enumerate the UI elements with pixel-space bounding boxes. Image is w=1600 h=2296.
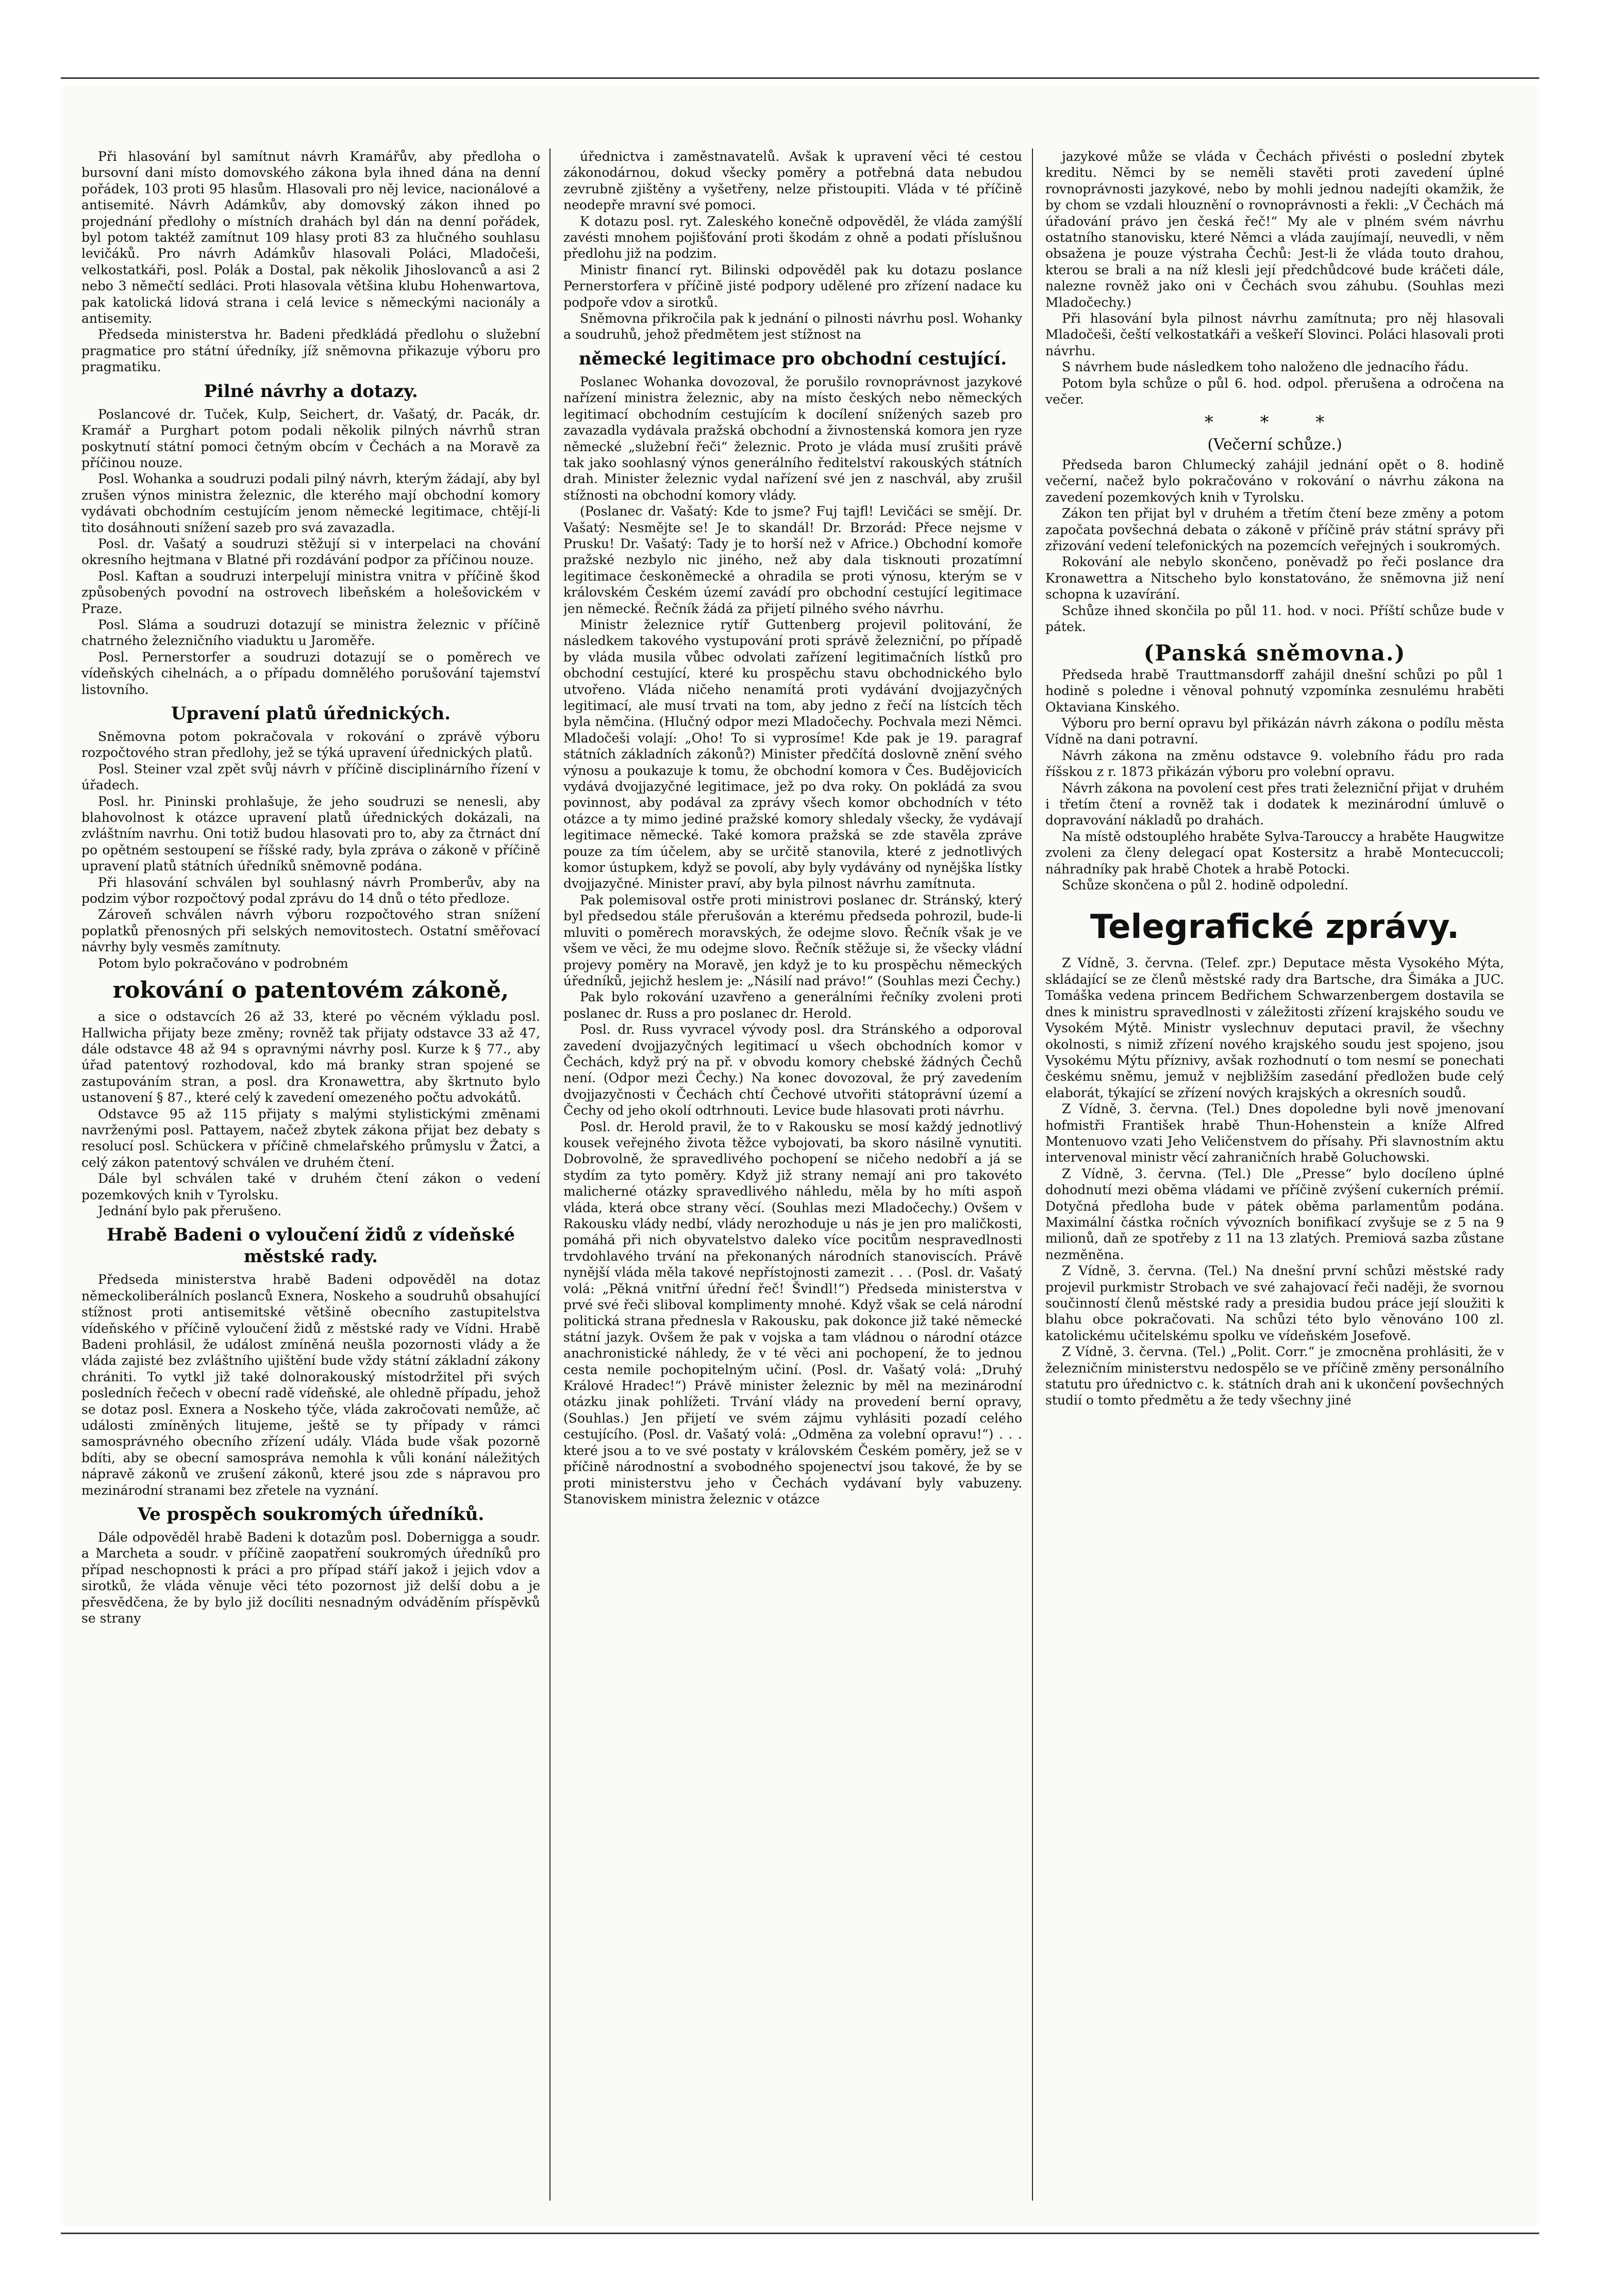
article-paragraph: Dále byl schválen také v druhém čtení zákon o vedení pozemkových knih v Tyrolsku.	[81, 1171, 540, 1202]
article-paragraph: Při hlasování byl samítnut návrh Kramářův, aby předloha o bursovní dani místo domovského zákona byla ihned dána na denní pořádek, 103 proti 95 hlasům. Hlasovali pro něj levice, nacionálové a antisemité. Návrh Adámkův, aby domovský zákon ihned po projednání předlohy o místních drahách byl dán na denní pořádek, byl potom taktéž zamítnut 109 hlasy proti 83 za hlučného souhlasu levičáků. Pro návrh Adámkův hlasovali Poláci, Mladočeši, velkostatkáři, posl. Polák a Dostal, pak několik Jihoslovanců a asi 2 nebo 3 němečtí sedláci. Proti hlasovala většina klubu Hohenwartova, pak katolická lidová strana i celá levice s německými nacionály a antisemity.	[81, 149, 540, 326]
column-2	[563, 148, 1022, 2211]
article-paragraph: Výboru pro berní opravu byl přikázán návrh zákona o podílu města Vídně na dani potravní.	[1045, 716, 1504, 747]
article-paragraph: Poslanec Wohanka dovozoval, že porušilo rovnoprávnost jazykové nařízení ministra železnic, aby na místo českých nebo německých legitimací obchodním cestujícím k docílení snížených sazeb pro zavazadla vydávala pražská obchodní a živnostenská komora jen ryze německé „služební řeči“ železnic. Proto je vláda musí zrušiti právě tak jako soohlasný výnos generálního ředitelství rakouských státních drah. Minister železnic vydal nařízení své jen z naschvál, aby zrušil stížnosti na obchodní komory vlády.	[563, 374, 1022, 503]
section-heading: Upravení platů úřednických.	[171, 703, 451, 724]
article-paragraph: K dotazu posl. ryt. Zaleského konečně odpověděl, že vláda zamýšlí zavésti mnohem pojišťování proti škodám z ohně a podati příslušnou předlohu již na podzim.	[563, 213, 1022, 261]
section-separator: * * *	[1204, 411, 1345, 433]
article-paragraph: Posl. Sláma a soudruzi dotazují se ministra železnic v příčině chatrného železničního viaduktu u Jaroměře.	[81, 617, 540, 649]
column-1	[81, 148, 540, 2211]
article-paragraph: Předseda ministerstva hr. Badeni předkládá předlohu o služební pragmatice pro státní úředníky, jíž sněmovna přikazuje výboru pro pragmatiku.	[81, 327, 540, 375]
article-paragraph: Posl. hr. Pininski prohlašuje, že jeho soudruzi se nenesli, aby blahovolnost k otázce upravení platů úřednických dokázali, na zvláštním navrhu. Oni totiž budou hlasovati pro to, aby za čtrnáct dní po opětném sestoupení se říšské rady, byla zpráva o zákoně v příčině upravení platů státních úředníků sněmovně podána.	[81, 794, 540, 874]
article-paragraph: Schůze skončena o půl 2. hodině odpolední.	[1062, 878, 1348, 893]
article-paragraph: Z Vídně, 3. června. (Tel.) Dnes dopoledne byli nově jmenovaní hofmistři František hrabě Thun-Hohenstein a kníže Alfred Montenuovo vzati Jeho Veličenstvem do přísahy. Při slavnostním aktu intervenoval ministr věcí zahraničních hrabě Goluchowski.	[1045, 1101, 1504, 1165]
article-paragraph: Ministr financí ryt. Bilinski odpověděl pak ku dotazu poslance Pernerstorfera v příčině jisté podpory udělené pro zřízení nadace ku podpoře vdov a sirotků.	[563, 262, 1022, 310]
article-paragraph: Návrh zákona na změnu odstavce 9. volebního řádu pro rada říšskou z r. 1873 přikázán výboru pro volební opravu.	[1045, 748, 1504, 780]
article-paragraph: Schůze ihned skončila po půl 11. hod. v noci. Příští schůze bude v pátek.	[1045, 603, 1504, 634]
article-paragraph: Potom byla schůze o půl 6. hod. odpol. přerušena a odročena na večer.	[1045, 375, 1504, 407]
article-paragraph: Při hlasování schválen byl souhlasný návrh Promberův, aby na podzim výbor rozpočtový podal zprávu do 14 dnů o této předloze.	[81, 874, 540, 906]
section-heading: německé legitimace pro obchodní cestující.	[578, 348, 1007, 369]
article-paragraph: Z Vídně, 3. června. (Tel.) Dle „Presse“ bylo docíleno úplné dohodnutí mezi oběma vládami ve příčině zvýšení cukerních prémií. Dotyčná předloha bude v pátek oběma parlamentům podána. Maximální částka ročních vývozních bonifikací zvyšuje se z 5 na 9 milionů, daň ze spotřeby z 11 na 13 zlatých. Premiová sazba zůstane nezměněna.	[1045, 1166, 1504, 1262]
column-divider	[1032, 148, 1033, 2201]
article-paragraph: Dále odpověděl hrabě Badeni k dotazům posl. Doberniggа a soudr. a Marchetа a soudr. v příčině zaopatření soukromých úředníků pro případ neschopnosti k práci a pro případ stáří jakož i jejich vdov a sirotků, že vláda věnuje věci této pozornost již delší dobu a je přesvědčena, že by bylo již docíliti nesnadným odváděním příspěvků se strany	[81, 1530, 540, 1626]
article-paragraph: úřednictva i zaměstnavatelů. Avšak k upravení věci té cestou zákonodárnou, dokud všecky poměry a potřebná data nebudou zevrubně zjištěny a vyšetřeny, nelze přistoupiti. Vláda v té příčině neodepře mravní své pomoci.	[563, 149, 1022, 213]
article-paragraph: Poslancové dr. Tuček, Kulp, Seichert, dr. Vašatý, dr. Pacák, dr. Kramář a Purghart potom podali několik pilných návrhů stran poskytnutí státní pomoci četným obcím v Čechách a na Moravě za příčinou nouze.	[81, 406, 540, 470]
article-paragraph: Zároveň schválen návrh výboru rozpočtového stran snížení poplatků přenosných při selských nemovitostech. Ostatní směřovací návrhy byly vesměs zamítnuty.	[81, 907, 540, 955]
article-paragraph: Pak bylo rokování uzavřeno a generálními řečníky zvoleni proti poslanec dr. Russ a pro poslanec dr. Herold.	[563, 989, 1022, 1021]
article-paragraph: Při hlasování byla pilnost návrhu zamítnuta; pro něj hlasovali Mladočeši, čeští velkostatkáři a veškeří Slovinci. Poláci hlasovali proti návrhu.	[1045, 311, 1504, 358]
column-divider	[549, 148, 551, 2201]
section-heading: Hrabě Badeni o vyloučení židů z vídeňské městské rady.	[107, 1225, 515, 1267]
telegraphic-news-heading: Telegrafické zprávy.	[1090, 908, 1460, 947]
article-paragraph: Předseda hrabě Trauttmansdorff zahájil dnešní schůzi po půl 1 hodině s poledne i věnoval pohnutý vzpomínka zesnulému hraběti Oktaviana Kinského.	[1045, 667, 1504, 715]
article-paragraph: Sněmovna potom pokračovala v rokování o zprávě výboru rozpočtového stran předlohy, jež se týká upravení úřednických platů.	[81, 729, 540, 761]
article-paragraph: Sněmovna přikročila pak k jednání o pilnosti návrhu posl. Wohanky a soudruhů, jehož předmětem jest stížnost na	[563, 311, 1022, 342]
article-paragraph: Z Vídně, 3. června. (Tel.) Na dnešní první schůzi městské rady projevil purkmistr Strobach ve své zahajovací řeči naději, že svornou součinností členů městské rady a presidia budou práce její sloužiti k blahu obce pokračovati. Na schůzi této bylo věnováno 100 zl. katolickému učitelskému spolku ve vídeňském Josefově.	[1045, 1263, 1504, 1343]
article-paragraph: Posl. dr. Russ vyvracel vývody posl. dra Stránského a odporoval zavedení dvojjazyčných legitimací u všech obchodních komor v Čechách, když prý na př. v obvodu komory chebské žádných Čechů není. (Odpor mezi Čechy.) Na konec dovozoval, že prý zavedením dvojjazyčnosti v Čechách chtí Čechové utvořiti státoprávní území a Čechy od jeho okolí odtrhnouti. Levice bude hlasovati proti návrhu.	[563, 1022, 1022, 1118]
article-paragraph: Posl. dr. Vašatý a soudruzi stěžují si v interpelaci na chování okresního hejtmana v Blatné při rozdávání podpor za příčinou nouze.	[81, 536, 540, 568]
article-paragraph: Posl. Pernerstorfer a soudruzi dotazují se o poměrech ve vídeňských cihelnách, a o případu domnělého porušování tajemství listovního.	[81, 649, 540, 697]
article-paragraph: (Poslanec dr. Vašatý: Kde to jsme? Fuj tajfl! Levičáci se smějí. Dr. Vašatý: Nesmějte se! Je to skandál! Dr. Brzorád: Přece nejsme v Prusku! Dr. Vašatý: Tady je to horší než v Africe.) Obchodní komoře pražské nezbylo nic jiného, než aby dala tisknouti prozatímní legitimace českoněmecké a ohradila se proti výnosu, kterým se v královském Českém území zavádí pro obchodní cestující legitimace jen německé. Řečník žádá za přijetí pilného svého návrhu.	[563, 504, 1022, 616]
article-paragraph: Potom bylo pokračováno v podrobném	[98, 955, 348, 971]
article-paragraph: a sice o odstavcích 26 až 33, které po věcném výkladu posl. Hallwicha přijaty beze změny; rovněž tak přijaty odstavce 33 až 47, dále odstavce 48 až 94 s opravnými návrhy posl. Kurze k § 77., aby úřad patentový rozhodoval, kdo má branky stran spojené se zastupováním stran, a posl. dra Kronawettra, aby škrtnuto bylo ustanovení § 87., které celý k zavedení omezeného počtu advokátů.	[81, 1009, 540, 1105]
article-paragraph: Z Vídně, 3. června. (Telef. zpr.) Deputace města Vysokého Mýta, skládající se ze členů městské rady dra Bartsche, dra Šimáka a JUC. Tomáška vedena princem Bedřichem Schwarzenbergem dostavila se dnes k ministru spravedlnosti v záležitosti zřízení krajského soudu ve Vysokém Mýtě. Ministr vyslechnuv deputaci pravil, že všechny okolnosti, s nimiž zřízení nového krajského soudu jest spojeno, jsou Vysokému Mýtu příznivy, avšak rozhodnutí o tom nesmí se ponechati českému sněmu, jemuž v nejbližším zasedání předložen bude celý elaborát, týkající se zřízení nových krajských a okresních soudů.	[1045, 955, 1504, 1100]
article-paragraph: Posl. Wohanka a soudruzi podali pilný návrh, kterým žádají, aby byl zrušen výnos ministra železnic, dle kterého mají obchodní komory vydávati obchodním cestujícím jenom německé legitimace, chtějí-li tito dosáhnouti snížení sazeb pro svá zavazadla.	[81, 471, 540, 535]
article-paragraph: Posl. Kaftan a soudruzi interpelují ministra vnitra v příčině škod způsobených povodní na ostrovech libeňském a holešovickém v Praze.	[81, 568, 540, 616]
page-bottom-border	[61, 2233, 1539, 2234]
article-paragraph: Posl. Steiner vzal zpět svůj návrh v příčině disciplinárního řízení v úřadech.	[81, 761, 540, 793]
article-paragraph: Jednání bylo pak přerušeno.	[98, 1203, 282, 1218]
article-paragraph: Odstavce 95 až 115 přijaty s malými stylistickými změnami navrženými posl. Pattayem, načež zbytek zákona přijat bez debaty s resolucí posl. Schückera v příčině chmelařského průmyslu v Žatci, a celý zákon patentový schválen ve druhém čtení.	[81, 1106, 540, 1170]
article-paragraph: jazykové může se vláda v Čechách přivésti o poslední zbytek kreditu. Němci by se neměli stavěti proti zavedení úplné rovnoprávnosti jazykové, nebo by mohli jednou nadejíti okamžik, že by chom se vzdali hlouznění o rovnoprávnosti a řekli: „V Čechách má úřadování právo jen česká řeč!“ My ale v plném svém návrhu ostatního stanovisku, které Němci a vláda zaujímají, neuvedli, v něm obsažena je pouze výstraha Čechů: Jest-li že vláda touto drahou, kterou se brali a na níž klesli její předchůdcové bude kráčeti dále, nalezne rovněž jako oni v Čechách svou záhubu. (Souhlas mezi Mladočechy.)	[1045, 149, 1504, 310]
article-paragraph: Posl. dr. Herold pravil, že to v Rakousku se mosí každý jednotlivý kousek veřejného života těžce vybojovati, ba skoro násilně vynutiti. Dobrovolně, že spravedlivého pochopení se ničeho nedobří a já se stydím za tyto poměry. Když již strany nemají ani pro takovéto malicherné otázky spravedlivého náhledu, měla by ho míti aspoň vláda, která obce strany věcí. (Souhlas mezi Mladočechy.) Ovšem v Rakousku vlády nedbí, vlády nerozhoduje u nás je jen pro maličkosti, pomáhá při nich obyvatelstvo daleko více pocitům nespravedlnosti trvdohlavého trvání na překonaných národních stanoviscích. Právě nynější vláda měla takové nepřístojnosti zamezit . . . (Posl. dr. Vašatý volá: „Pěkná vnitřní úřední řeč! Švindl!“) Předseda ministerstva v prvé své řeči sliboval komplimenty mnohé. Když však se celá národní politická strana přednesla v Rakousku, pak dokonce již také německé státní jazyk. Ovšem že pak v vojska a tam vládnou o národní otázce anachronistické náhledy, že v té věci ani pochopení, že to jednou cesta nemile pochopitelným učiní. (Posl. dr. Vašatý volá: „Druhý Králové Hradec!“) Právě minister železnic by měl na mezinárodní otázku jinak pohlížeti. Trvání vlády na provedení berní opravy, (Souhlas.) Jen přijetí ve svém zájmu vyhlásiti pozadí celého cestujícího. (Posl. dr. Vašatý volá: „Odměna za volební opravu!“) . . . které jsou a to ve své postaty v královském Českém poměry, jež se v příčině národnostní a svobodného spojenectví jsou takové, že by se proti ministerstvu jeho v Čechách vydávaní byly vabuzeny. Stanoviskem ministra železnic v otázce	[563, 1119, 1022, 1507]
article-paragraph: Zákon ten přijat byl v druhém a třetím čtení beze změny a potom započata povšechná debata o zákoně v příčině práv státní správy při zřizování vedení telefonických na pozemcích veřejných i soukromých.	[1045, 506, 1504, 553]
section-heading: Pilné návrhy a dotazy.	[204, 381, 418, 402]
column-3	[1045, 148, 1504, 2211]
article-paragraph: Pak polemisoval ostře proti ministrovi poslanec dr. Stránský, který byl předsedou stále přerušován a kterému předseda pohrozil, bude-li mluviti o poměrech moravských, že odejme slovo. Řečník však je ve všem ve věci, že mu odejme slovo. Řečník stěžuje si, že všecky vládní projevy poměry na Moravě, jen když je to ku prospěchu německých úředníků, jejichž heslem je: „Násilí nad právo!“ (Souhlas mezi Čechy.)	[563, 892, 1022, 988]
article-paragraph: Ministr železnice rytíř Guttenberg projevil politování, že následkem takového vystupování proti správě železniční, po případě by vláda musila vůbec odvolati zařízení legitimačních lístků pro obchodní cestující, které ku prospěchu stavu obchodnického bylo utvořeno. Vláda ničeho nenamítá proti vydávání dvojjazyčných legitimací, ale musí trvati na tom, aby jedno z řečí na lístcích těch byla němčina. (Hlučný odpor mezi Mladočechy. Pochvala mezi Němci. Mladočeši volají: „Oho! To si vyprosíme! Kde pak je 19. paragraf státních základních zákonů?) Minister předčítá doslovně znění svého výnosu a poukazuje k tomu, že obchodní komora v Čes. Budějovicích vydává dvojjazyčné legitimace, jež po dva roky. On pokládá za svou povinnost, aby podával za zprávy všech komor obchodních v této otázce a ty mimo jediné pražské komory shledaly všecky, že vydávají legitimace německé. Také komora pražská se zde stavěla zpráve pouze za tím účelem, aby se určitě stanovila, které z jednotlivých komor ústupkem, když se povolí, aby byly vydávány od nynějška lístky dvojjazyčné. Minister praví, aby byla pilnost návrhu zamítnuta.	[563, 617, 1022, 891]
newspaper-page	[61, 87, 1539, 2225]
article-paragraph: Návrh zákona na povolení cest přes trati železniční přijat v druhém i třetím čtení a rovněž tak i dodatek k mezinárodní úmluvě o dopravování nákladů po drahách.	[1045, 780, 1504, 828]
page-top-border	[61, 77, 1539, 79]
subsection-title: (Večerní schůze.)	[1207, 435, 1342, 454]
article-paragraph: Rokování ale nebylo skončeno, poněvadž po řeči poslance dra Kronawettra a Nitscheho bylo konstatováno, že sněmovna již není schopna k uzavírání.	[1045, 554, 1504, 602]
section-heading: Ve prospěch soukromých úředníků.	[137, 1504, 485, 1525]
subsection-title: (Panská sněmovna.)	[1143, 640, 1406, 666]
article-paragraph: Předseda baron Chlumecký zahájil jednání opět o 8. hodině večerní, načež bylo pokračováno v rokování o návrhu zákona na zavedení pozemkových knih v Tyrolsku.	[1045, 457, 1504, 505]
article-paragraph: Na místě odstouplého hraběte Sylva-Tarouccy a hraběte Haugwitze zvoleni za členy delegací opat Kostersitz a hrabě Montecuccoli; náhradníky pak hrabě Chotek a hrabě Potocki.	[1045, 829, 1504, 877]
article-paragraph: Z Vídně, 3. června. (Tel.) „Polit. Corr.“ je zmocněna prohlásiti, že v železničním ministerstvu nedospělo se ve příčině změny personálního statutu pro úřednictvo c. k. státních drah ani k ukončení povšechných studií o tomto předmětu a že tedy všechny jiné	[1045, 1344, 1504, 1408]
article-paragraph: S návrhem bude následkem toho naloženo dle jednacího řádu.	[1062, 359, 1469, 375]
section-heading: rokování o patentovém zákoně,	[112, 977, 509, 1004]
article-paragraph: Předseda ministerstva hrabě Badeni odpověděl na dotaz německoliberálních poslanců Exnera, Noskeho a soudruhů obsahující stížnost proti antisemitské většině obecního zastupitelstva vídeňského v příčině vyloučení židů z městské rady ve Vídni. Hrabě Badeni prohlásil, že událost zmíněná neušla pozornosti vlády a že vláda zajisté bez zvláštního ujištění bude vždy státní základní zákony chrániti. To vytkl již také dolnorakouský místodržitel při svých posledních řečech v obecní radě vídeňské, ale ohledně případu, jehož se dotaz posl. Exnera a Noskeho týče, vláda zakročovati nemůže, ač události zmíněných litujeme, ještě se ty případy v rámci samosprávného obecního zřízení udály. Vláda bude však pozorně bdíti, aby se obecní samospráva nemohla k vůli konání náležitých nápravě zákonů ve zrušení zákonů, které jsou zde s nápravou pro mezinárodní stranami bez zřetele na vyznání.	[81, 1272, 540, 1498]
